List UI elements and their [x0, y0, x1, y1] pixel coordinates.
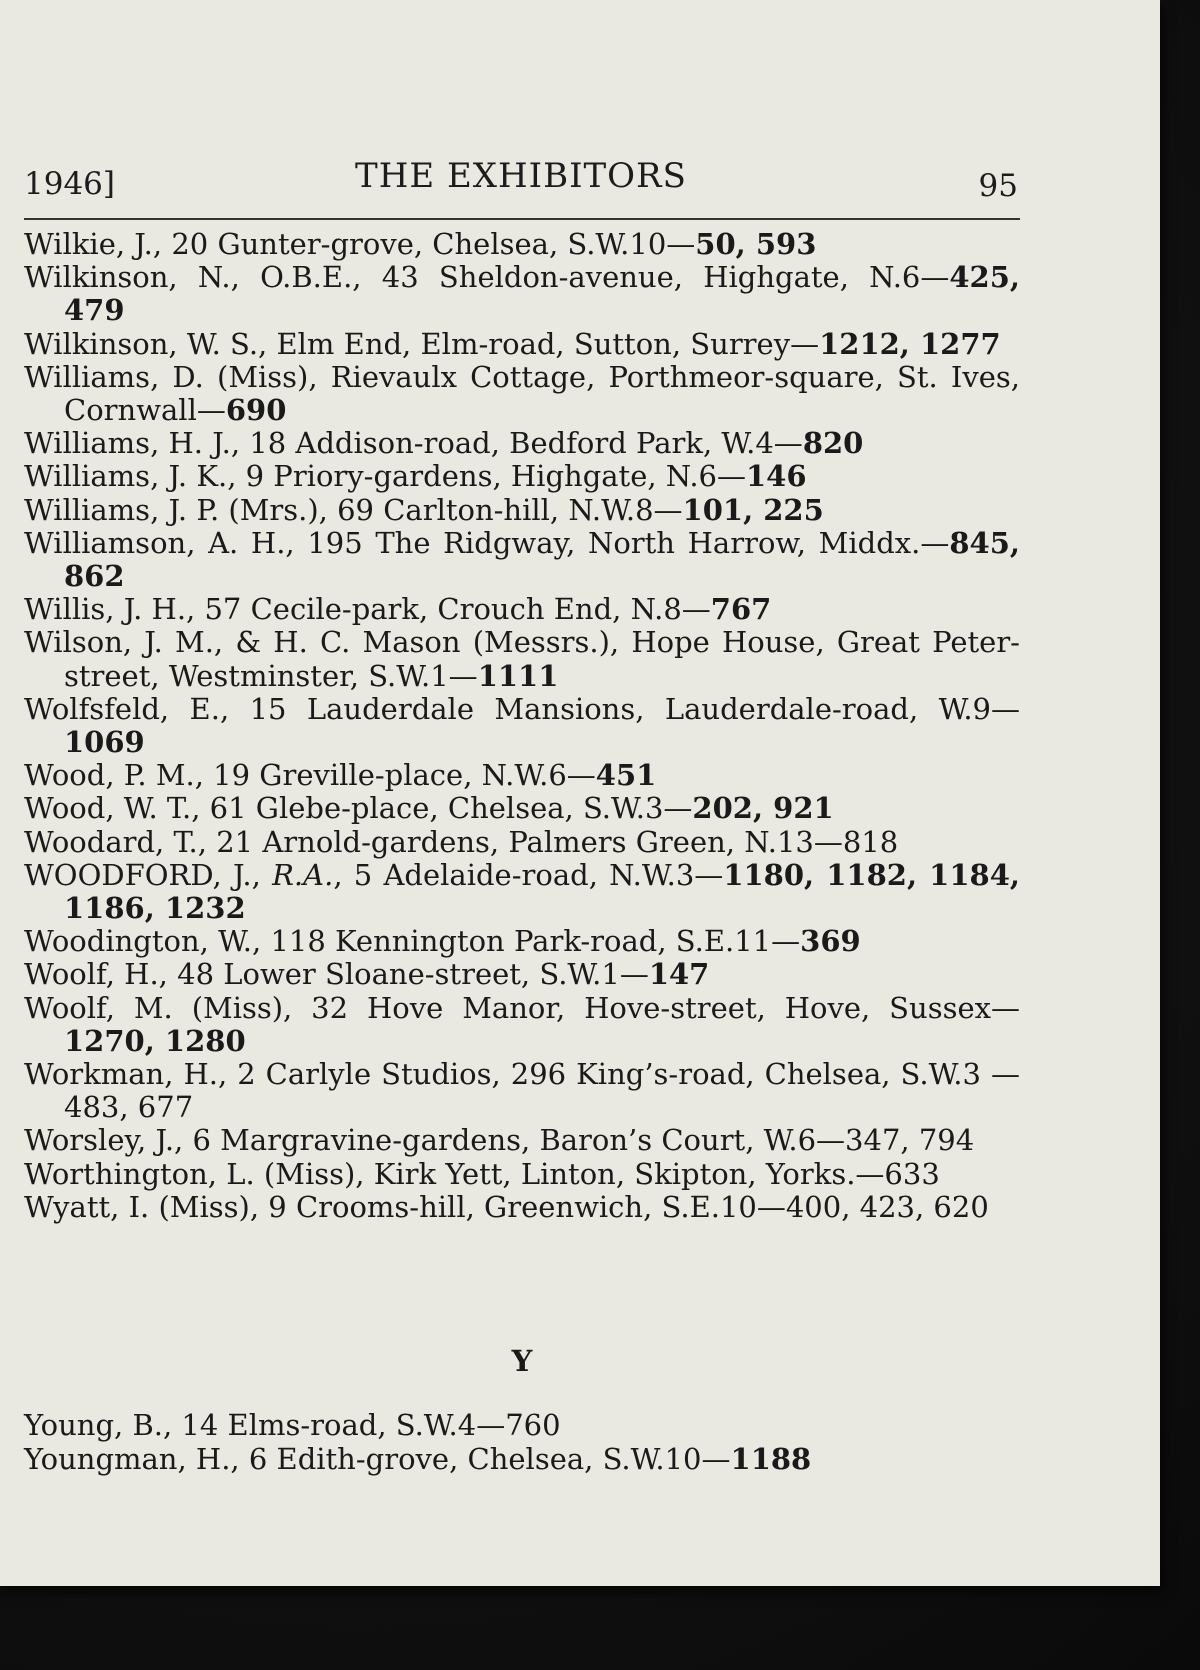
exhibitor-entry: Young, B., 14 Elms-road, S.W.4—760 [24, 1408, 561, 1442]
exhibitor-entry: Woodard, T., 21 Arnold-gardens, Palmers Green, N.13—818 [24, 824, 899, 859]
exhibitor-entry: Woodington, W., 118 Kennington Park-road, S.E.11—369 [24, 924, 861, 959]
exhibitor-entry: Wilkinson, W. S., Elm End, Elm-road, Sutton, Surrey—1212, 1277 [24, 326, 1001, 361]
exhibitor-entry: Wyatt, I. (Miss), 9 Crooms-hill, Greenwich, S.E.10—400, 423, 620 [24, 1189, 989, 1224]
exhibitor-entry: Williams, J. K., 9 Priory-gardens, Highgate, N.6—146 [24, 459, 807, 494]
page-title: THE EXHIBITORS [355, 156, 687, 196]
exhibitor-entry: Woolf, H., 48 Lower Sloane-street, S.W.1—147 [24, 957, 710, 992]
exhibitor-entry: Williams, J. P. (Mrs.), 69 Carlton-hill, N.W.8—101, 225 [24, 492, 824, 527]
exhibitor-entry: Wilson, J. M., & H. C. Mason (Messrs.), Hope House, Great Peter-street, Westminster, S.W.1—1111 [24, 625, 1020, 693]
running-header [24, 150, 1018, 206]
exhibitor-entry: Williams, H. J., 18 Addison-road, Bedford Park, W.4—820 [24, 426, 864, 461]
exhibitor-entry: Wilkinson, N., O.B.E., 43 Sheldon-avenue, Highgate, N.6—425, 479 [24, 260, 1020, 328]
exhibitor-entry: Wilkie, J., 20 Gunter-grove, Chelsea, S.W.10—50, 593 [24, 227, 817, 261]
header-year: 1946] [24, 166, 115, 202]
exhibitor-entry: Wolfsfeld, E., 15 Lauderdale Mansions, Lauderdale-road, W.9—1069 [24, 691, 1020, 760]
exhibitor-entry: Youngman, H., 6 Edith-grove, Chelsea, S.W.10—1188 [24, 1442, 812, 1476]
exhibitor-list-w [24, 228, 1020, 1224]
exhibitor-entry: Workman, H., 2 Carlyle Studios, 296 King’s-road, Chelsea, S.W.3 —483, 677 [24, 1057, 1020, 1125]
section-letter-heading: Y [511, 1344, 533, 1378]
exhibitor-entry: Williamson, A. H., 195 The Ridgway, North Harrow, Middx.—845, 862 [24, 525, 1020, 594]
exhibitor-entry: Willis, J. H., 57 Cecile-park, Crouch End, N.8—767 [24, 592, 772, 627]
exhibitor-entry: WOODFORD, J., R.A., 5 Adelaide-road, N.W.3—1180, 1182, 1184, 1186, 1232 [24, 857, 1020, 926]
exhibitor-list-y [24, 1408, 1020, 1476]
exhibitor-entry: Williams, D. (Miss), Rievaulx Cottage, Porthmeor-square, St. Ives, Cornwall—690 [24, 359, 1020, 428]
exhibitor-entry: Wood, P. M., 19 Greville-place, N.W.6—451 [24, 758, 657, 793]
header-rule [24, 218, 1020, 220]
exhibitor-entry: Wood, W. T., 61 Glebe-place, Chelsea, S.W.3—202, 921 [24, 791, 834, 826]
exhibitor-entry: Woolf, M. (Miss), 32 Hove Manor, Hove-street, Hove, Sussex—1270, 1280 [24, 990, 1020, 1058]
page-number: 95 [978, 168, 1018, 204]
exhibitor-entry: Worsley, J., 6 Margravine-gardens, Baron’s Court, W.6—347, 794 [24, 1123, 975, 1158]
exhibitor-entry: Worthington, L. (Miss), Kirk Yett, Linton, Skipton, Yorks.—633 [24, 1156, 940, 1191]
